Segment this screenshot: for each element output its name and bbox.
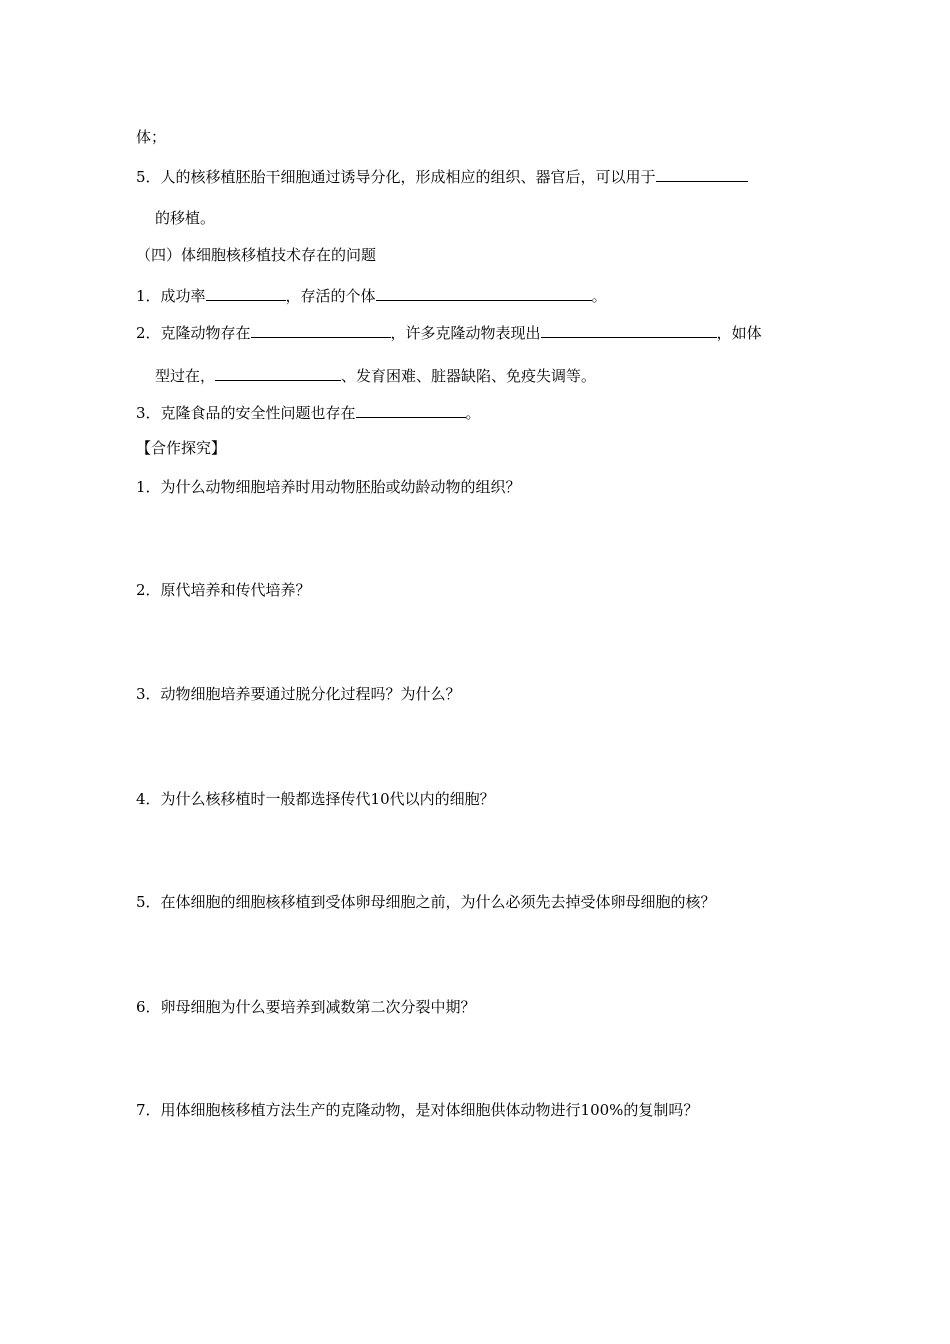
text-line [136, 284, 607, 306]
line-text: ，许多克隆动物表现出 [390, 324, 541, 342]
answer-blank[interactable] [206, 284, 286, 301]
text-line [155, 364, 596, 386]
text-line [136, 165, 748, 187]
question-text: 2．原代培养和传代培养？ [136, 581, 311, 599]
line-text: ，如体 [716, 324, 762, 342]
question-item [136, 684, 461, 704]
line-text: 3．克隆食品的安全性问题也存在 [136, 404, 356, 422]
heading-text: （四）体细胞核移植技术存在的问题 [136, 246, 377, 264]
question-item [136, 580, 311, 600]
line-text: 1．成功率 [136, 287, 206, 305]
line-text: 体； [136, 128, 167, 146]
question-item [136, 1100, 698, 1120]
question-item [136, 789, 495, 809]
answer-blank[interactable] [656, 165, 748, 182]
line-text: 。 [465, 404, 481, 422]
text-line [136, 321, 762, 343]
question-item [136, 892, 716, 912]
question-item [136, 477, 521, 497]
answer-blank[interactable] [356, 401, 466, 418]
line-text: 2．克隆动物存在 [136, 324, 251, 342]
answer-blank[interactable] [541, 321, 717, 338]
question-text: 1．为什么动物细胞培养时用动物胚胎或幼龄动物的组织？ [136, 478, 521, 496]
question-text: 5．在体细胞的细胞核移植到受体卵母细胞之前，为什么必须先去掉受体卵母细胞的核？ [136, 893, 716, 911]
question-item [136, 997, 476, 1017]
line-text: 5．人的核移植胚胎干细胞通过诱导分化，形成相应的组织、器官后，可以用于 [136, 168, 656, 186]
line-text: ，存活的个体 [285, 287, 376, 305]
text-line [155, 208, 215, 228]
line-text: 的移植。 [155, 209, 216, 227]
line-text: 型过在， [155, 367, 216, 385]
text-line [136, 127, 166, 147]
subsection-heading [136, 245, 376, 265]
section-title-text: 【合作探究】 [136, 439, 227, 457]
question-text: 7．用体细胞核移植方法生产的克隆动物，是对体细胞供体动物进行100%的复制吗？ [136, 1101, 699, 1119]
answer-blank[interactable] [376, 284, 592, 301]
line-text: 。 [591, 287, 607, 305]
text-line [136, 401, 481, 423]
question-text: 6．卵母细胞为什么要培养到减数第二次分裂中期？ [136, 998, 476, 1016]
line-text: 、发育困难、脏器缺陷、免疫失调等。 [341, 367, 597, 385]
question-text: 4．为什么核移植时一般都选择传代10代以内的细胞？ [136, 790, 495, 808]
section-title [136, 438, 226, 458]
answer-blank[interactable] [251, 321, 391, 338]
question-text: 3．动物细胞培养要通过脱分化过程吗？为什么？ [136, 685, 461, 703]
answer-blank[interactable] [215, 364, 341, 381]
